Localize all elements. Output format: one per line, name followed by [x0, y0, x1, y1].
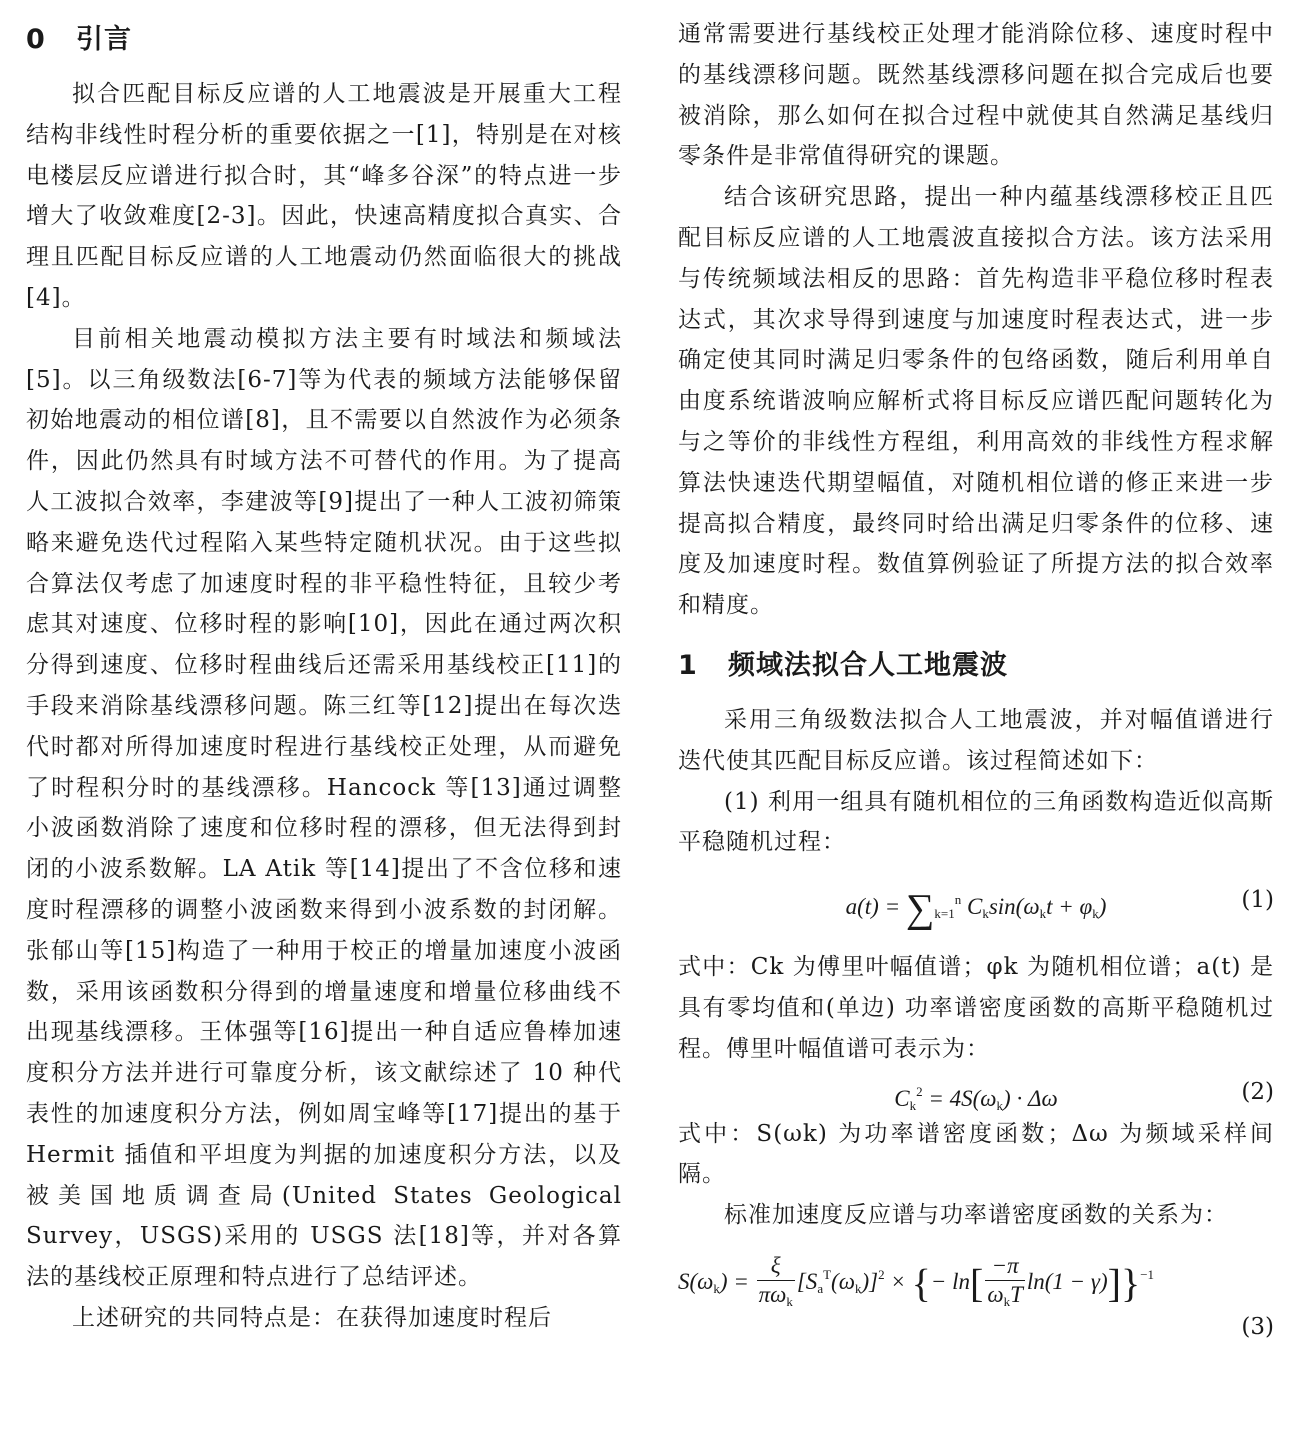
equation-3-number: (3) — [1241, 1313, 1274, 1340]
equation-3 — [678, 1242, 1274, 1312]
method-paragraph-1: 采用三角级数法拟合人工地震波，并对幅值谱进行迭代使其匹配目标反应谱。该过程简述如下： — [678, 706, 1274, 774]
equation-3-body: $S(\omega_k)$ = $\frac{\xi}{\pi\omega_k}$ $[S_a^T(\omega_k)]^2$ × {− ln[ $\frac{-\pi}{\omega_kT}$ ln(1 − γ)]}$^{-1}$ — [678, 1252, 1155, 1309]
method-paragraph-4: 式中：S(ωk) 为功率谱密度函数；Δω 为频域采样间隔。 — [678, 1120, 1274, 1188]
section-number: 0 — [26, 24, 46, 55]
intro-continuation: 通常需要进行基线校正处理才能消除位移、速度时程中的基线漂移问题。既然基线漂移问题在拟合完成后也要被消除，那么如何在拟合过程中就使其自然满足基线归零条件是非常值得研究的课题。 — [678, 21, 1274, 170]
method-paragraph-3: 式中：Ck 为傅里叶幅值谱；φk 为随机相位谱；a(t) 是具有零均值和(单边) 功率谱密度函数的高斯平稳随机过程。傅里叶幅值谱可表示为： — [678, 954, 1274, 1062]
intro-paragraph-1: 拟合匹配目标反应谱的人工地震波是开展重大工程结构非线性时程分析的重要依据之一[1]，特别是在对核电楼层反应谱进行拟合时，其“峰多谷深”的特点进一步增大了收敛难度[2-3]。因此，快速高精度拟合真实、合理且匹配目标反应谱的人工地震动仍然面临很大的挑战[4]。 — [26, 81, 622, 311]
intro-paragraph-4: 结合该研究思路，提出一种内蕴基线漂移校正且匹配目标反应谱的人工地震波直接拟合方法。该方法采用与传统频域法相反的思路：首先构造非平稳位移时程表达式，其次求导得到速度与加速度时程表达式，进一步确定使其同时满足归零条件的包络函数，随后利用单自由度系统谐波响应解析式将目标反应谱匹配问题转化为与之等价的非线性方程组，利用高效的非线性方程求解算法快速迭代期望幅值，对随机相位谱的修正来进一步提高拟合精度，最终同时给出满足归零条件的位移、速度及加速度时程。数值算例验证了所提方法的拟合效率和精度。 — [678, 184, 1274, 619]
method-paragraph-5: 标准加速度反应谱与功率谱密度函数的关系为： — [724, 1202, 1228, 1229]
method-paragraph-2: (1) 利用一组具有随机相位的三角函数构造近似高斯平稳随机过程： — [678, 788, 1274, 856]
intro-paragraph-2: 目前相关地震动模拟方法主要有时域法和频域法[5]。以三角级数法[6-7]等为代表的频域方法能够保留初始地震动的相位谱[8]，且不需要以自然波作为必须条件，因此仍然具有时域方法不可替代的作用。为了提高人工波拟合效率，李建波等[9]提出了一种人工波初筛策略来避免迭代过程陷入某些特定随机状况。由于这些拟合算法仅考虑了加速度时程的非平稳性特征，且较少考虑其对速度、位移时程的影响[10]，因此在通过两次积分得到速度、位移时程曲线后还需采用基线校正[11]的手段来消除基线漂移问题。陈三红等[12]提出在每次迭代时都对所得加速度时程进行基线校正处理，从而避免了时程积分时的基线漂移。Hancock 等[13]通过调整小波函数消除了速度和位移时程的漂移，但无法得到封闭的小波系数解。LA Atik 等[14]提出了不含位移和速度时程漂移的调整小波函数来得到小波系数的封闭解。张郁山等[15]构造了一种用于校正的增量加速度小波函数，采用该函数积分得到的增量速度和增量位移曲线不出现基线漂移。王体强等[16]提出一种自适应鲁棒加速度积分方法并进行可靠度分析，该文献综述了 10 种代表性的加速度积分方法，例如周宝峰等[17]提出的基于 Hermit 插值和平坦度为判据的加速度积分方法，以及被美国地质调查局(United States Geological Survey，USGS)采用的 USGS 法[18]等，并对各算法的基线校正原理和特点进行了总结评述。 — [26, 325, 622, 1291]
section-title: 频域法拟合人工地震波 — [728, 649, 1008, 681]
equation-2-number: (2) — [1241, 1078, 1274, 1105]
section-0-heading — [26, 14, 622, 66]
left-column — [26, 14, 622, 1339]
equation-1-number: (1) — [1241, 887, 1274, 914]
right-column — [678, 14, 1274, 1348]
section-1-heading — [678, 640, 1274, 692]
equation-2-body: $C_k^2 = 4S(\omega_k) \cdot \Delta\omega$ — [894, 1083, 1058, 1113]
equation-1-body: $a(t) = \sum_{k=1}^n$ $C_k\sin(\omega_kt + \varphi_k)$ — [845, 885, 1107, 931]
equation-2 — [678, 1070, 1274, 1114]
intro-paragraph-3: 上述研究的共同特点是：在获得加速度时程后 — [72, 1304, 552, 1331]
section-number: 1 — [678, 649, 698, 681]
section-title: 引言 — [76, 24, 132, 55]
equation-1 — [678, 869, 1274, 947]
